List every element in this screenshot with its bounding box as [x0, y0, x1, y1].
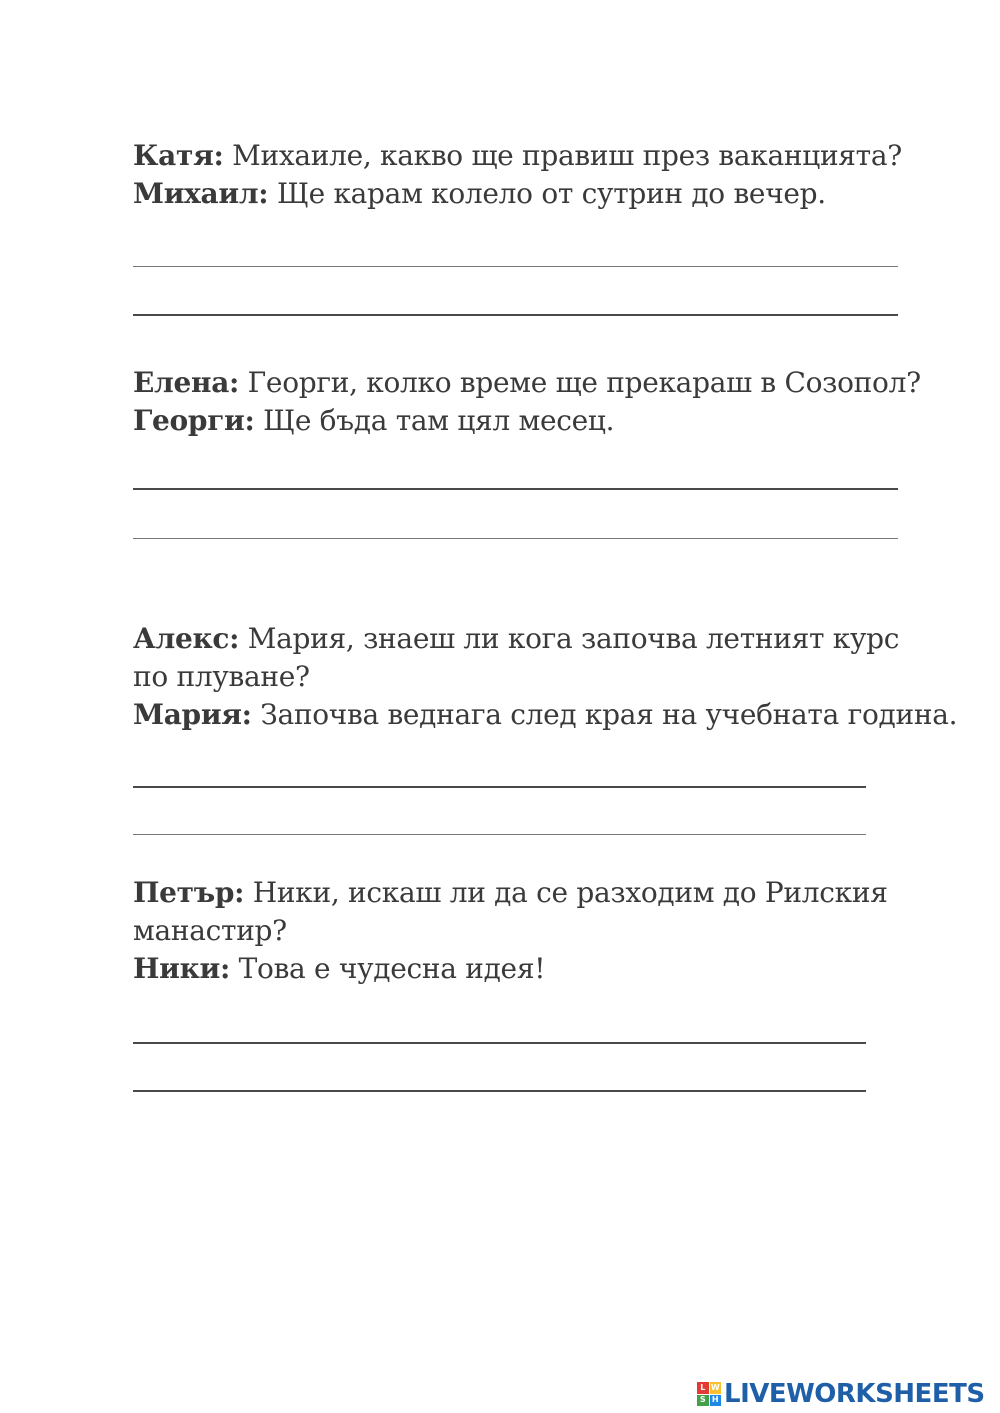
answer-text: Това е чудесна идея! [230, 952, 546, 985]
speaker-name: Ники: [133, 952, 231, 985]
logo-mark-cell: H [710, 1395, 722, 1407]
dialogue-2 [133, 364, 921, 440]
logo-mark-cell: S [697, 1395, 709, 1407]
dialogue-2-answer [133, 402, 921, 440]
answer-line-1b[interactable] [133, 314, 898, 316]
logo-mark-cell: W [710, 1382, 720, 1392]
liveworksheets-logo [697, 1377, 985, 1411]
dialogue-3-question-continued: по плуване? [133, 660, 310, 693]
logo-mark-icon [697, 1382, 721, 1406]
answer-text: Започва веднага след края на учебната година. [251, 698, 958, 731]
question-text: Ники, искаш ли да се разходим до Рилския [244, 876, 888, 909]
question-text: Мария, знаеш ли кога започва летният курс [239, 622, 900, 655]
dialogue-4 [133, 874, 888, 988]
question-text: Михаиле, какво ще правиш през ваканцията? [223, 139, 902, 172]
answer-line-4b[interactable] [133, 1090, 866, 1092]
dialogue-3-question [133, 620, 957, 658]
dialogue-1 [133, 137, 902, 213]
dialogue-4-answer [133, 950, 888, 988]
dialogue-3-answer [133, 696, 957, 734]
dialogue-4-question [133, 874, 888, 912]
dialogue-4-question-continued: манастир? [133, 914, 287, 947]
dialogue-3 [133, 620, 957, 734]
dialogue-1-answer [133, 175, 902, 213]
speaker-name: Мария: [133, 698, 252, 731]
answer-line-1a[interactable] [133, 266, 898, 267]
answer-line-2b[interactable] [133, 538, 898, 539]
speaker-name: Георги: [133, 404, 255, 437]
answer-text: Ще бъда там цял месец. [254, 404, 615, 437]
dialogue-1-question [133, 137, 902, 175]
speaker-name: Петър: [133, 876, 245, 909]
dialogue-2-question [133, 364, 921, 402]
answer-text: Ще карам колело от сутрин до вечер. [268, 177, 826, 210]
question-text: Георги, колко време ще прекараш в Созопол? [239, 366, 921, 399]
speaker-name: Михаил: [133, 177, 269, 210]
answer-line-3b[interactable] [133, 834, 866, 835]
speaker-name: Елена: [133, 366, 240, 399]
logo-text: LIVEWORKSHEETS [724, 1379, 985, 1409]
answer-line-4a[interactable] [133, 1042, 866, 1044]
answer-line-2a[interactable] [133, 488, 898, 490]
speaker-name: Катя: [133, 139, 224, 172]
logo-mark-cell: L [697, 1382, 709, 1394]
answer-line-3a[interactable] [133, 786, 866, 788]
speaker-name: Алекс: [133, 622, 240, 655]
